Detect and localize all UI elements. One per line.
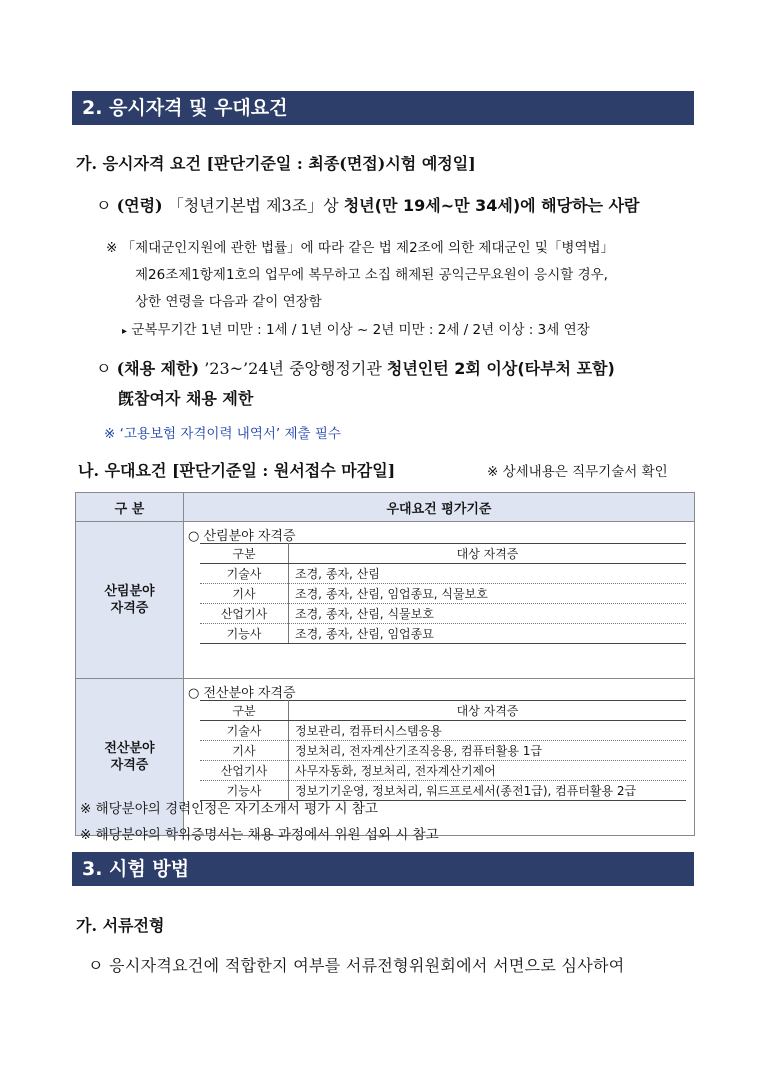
hire-label: (채용 제한) xyxy=(116,359,200,378)
table-row: 기술사 조경, 종자, 산림 xyxy=(200,564,686,584)
section-header: 3. 시험 방법 xyxy=(72,852,694,886)
note-line xyxy=(122,318,590,338)
hire-text: ’23~’24년 중앙행정기관 xyxy=(199,359,387,378)
after-note: ※ 해당분야의 학위증명서는 채용 과정에서 위원 섭외 시 참고 xyxy=(80,827,439,843)
certificate-table xyxy=(200,700,686,801)
category-label: 전산분야 xyxy=(104,741,155,756)
bullet: ㅇ xyxy=(96,359,112,378)
criteria-cell xyxy=(184,522,695,679)
note-line: 제26조제1항제1호의 업무에 복무하고 소집 해제된 공익근무요원이 응시할 경우, xyxy=(135,267,608,283)
sub-title: ○ 전산분야 자격증 xyxy=(188,686,296,701)
subsection-title: 나. 우대요건 [판단기준일 : 원서접수 마감일] xyxy=(78,461,396,480)
insurance-note: ※ ‘고용보험 자격이력 내역서’ 제출 필수 xyxy=(104,426,341,442)
hire-restriction xyxy=(96,356,615,379)
age-requirement xyxy=(96,193,640,216)
table-row: 기능사 조경, 종자, 산림, 임업종묘 xyxy=(200,624,686,644)
category-cell xyxy=(76,522,184,679)
note-line xyxy=(106,236,614,256)
table-row: 기사 조경, 종자, 산림, 임업종묘, 식물보호 xyxy=(200,584,686,604)
body-line: ㅇ 응시자격요건에 적합한지 여부를 서류전형위원회에서 서면으로 심사하여 xyxy=(88,956,625,975)
table-row: 기능사 정보기기운영, 정보처리, 워드프로세서(종전1급), 컴퓨터활용 2급 xyxy=(200,781,686,801)
subsection-title: 가. 서류전형 xyxy=(76,916,165,935)
inner-header: 구분 xyxy=(200,701,289,721)
bullet: ㅇ xyxy=(96,196,112,215)
table-row: 기사 정보처리, 전자계산기조직응용, 컴퓨터활용 1급 xyxy=(200,741,686,761)
age-bold: 청년(만 19세~만 34세)에 해당하는 사람 xyxy=(343,196,640,215)
table-row: 산업기사 사무자동화, 정보처리, 전자계산기제어 xyxy=(200,761,686,781)
certificate-table xyxy=(200,543,686,644)
hire-bold: 청년인턴 2회 이상(타부처 포함) xyxy=(386,359,615,378)
table-row: 기술사 정보관리, 컴퓨터시스템응용 xyxy=(200,721,686,741)
category-label: 자격증 xyxy=(110,601,149,616)
table-row: 산업기사 조경, 종자, 산림, 식물보호 xyxy=(200,604,686,624)
inner-header: 대상 자격증 xyxy=(289,544,687,564)
table-header: 구 분 xyxy=(76,493,184,522)
category-label: 산림분야 xyxy=(104,584,155,599)
inner-header: 대상 자격증 xyxy=(289,701,687,721)
detail-note: ※ 상세내용은 직무기술서 확인 xyxy=(487,464,668,480)
sub-title: ○ 산림분야 자격증 xyxy=(188,529,296,544)
after-note: ※ 해당분야의 경력인정은 자기소개서 평가 시 참고 xyxy=(80,801,378,817)
note-line: 상한 연령을 다음과 같이 연장함 xyxy=(135,294,322,310)
note-text: 「제대군인지원에 관한 법률」에 따라 같은 법 제2조에 의한 제대군인 및「병역법」 xyxy=(121,240,615,256)
inner-header: 구분 xyxy=(200,544,289,564)
hire-restriction-line2: 旣참여자 채용 제한 xyxy=(118,389,254,408)
subsection-title: 가. 응시자격 요건 [판단기준일 : 최종(면접)시험 예정일] xyxy=(76,154,476,173)
note-text: 군복무기간 1년 미만 : 1세 / 1년 이상 ~ 2년 미만 : 2세 / 2년 이상 : 3세 연장 xyxy=(131,322,590,338)
note-mark: ※ xyxy=(106,240,118,256)
preference-table xyxy=(75,492,695,836)
category-label: 자격증 xyxy=(110,758,149,773)
section-header: 2. 응시자격 및 우대요건 xyxy=(72,91,694,125)
age-law: 「청년기본법 제3조」상 xyxy=(167,196,344,215)
arrow-icon: ▸ xyxy=(122,326,128,337)
table-header: 우대요건 평가기준 xyxy=(184,493,695,522)
age-label: (연령) xyxy=(116,196,163,215)
